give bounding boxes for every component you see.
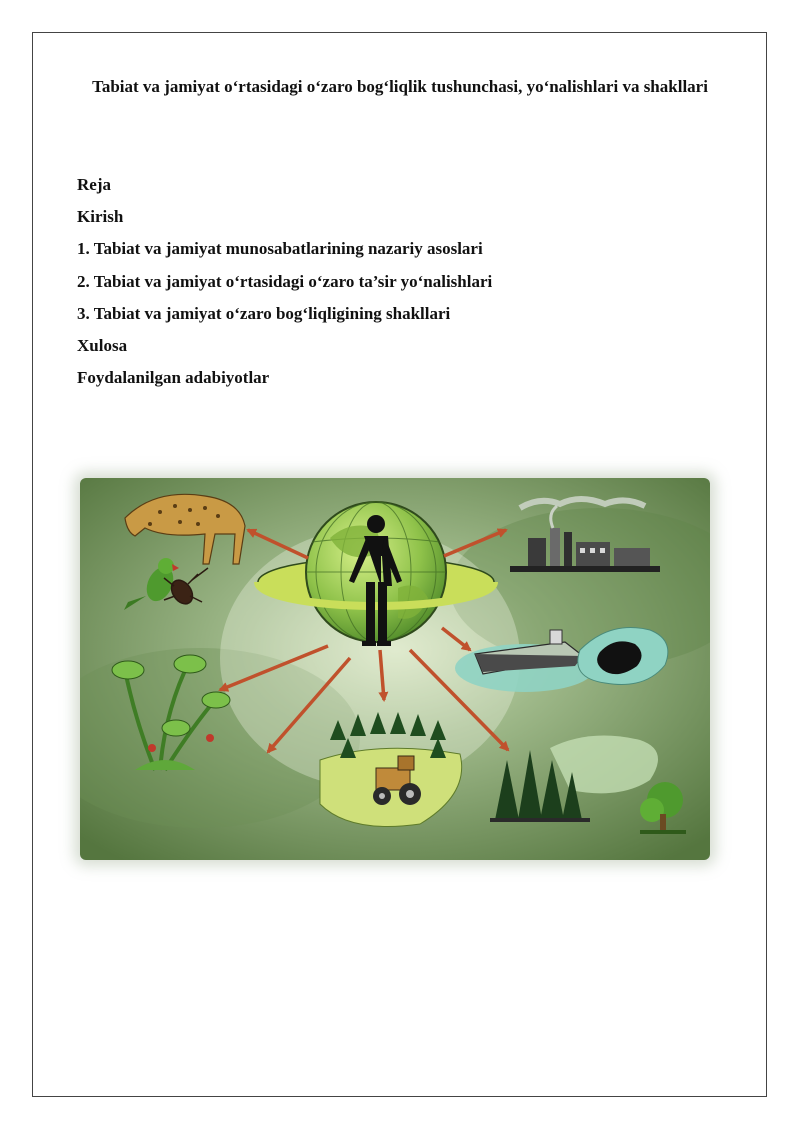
toc-item-1: 1. Tabiat va jamiyat munosabatlarining nazariy asoslari — [77, 239, 483, 259]
toc-item-3: 3. Tabiat va jamiyat o‘zaro bog‘liqligining shakllari — [77, 303, 451, 323]
toc-item-references: Foydalanilgan adabiyotlar — [77, 368, 270, 388]
toc-heading-reja: Reja — [77, 175, 111, 194]
toc-item-conclusion: Xulosa — [77, 335, 128, 355]
toc-item-2: 2. Tabiat va jamiyat o‘rtasidagi o‘zaro ta’sir yo‘nalishlari — [77, 271, 493, 291]
toc-item-introduction: Kirish — [77, 207, 124, 227]
document-title: Tabiat va jamiyat o‘rtasidagi o‘zaro bog‘liqlik tushunchasi, yo‘nalishlari va shakllari — [92, 77, 708, 96]
nature-society-illustration — [80, 478, 710, 860]
table-of-contents — [77, 169, 677, 394]
